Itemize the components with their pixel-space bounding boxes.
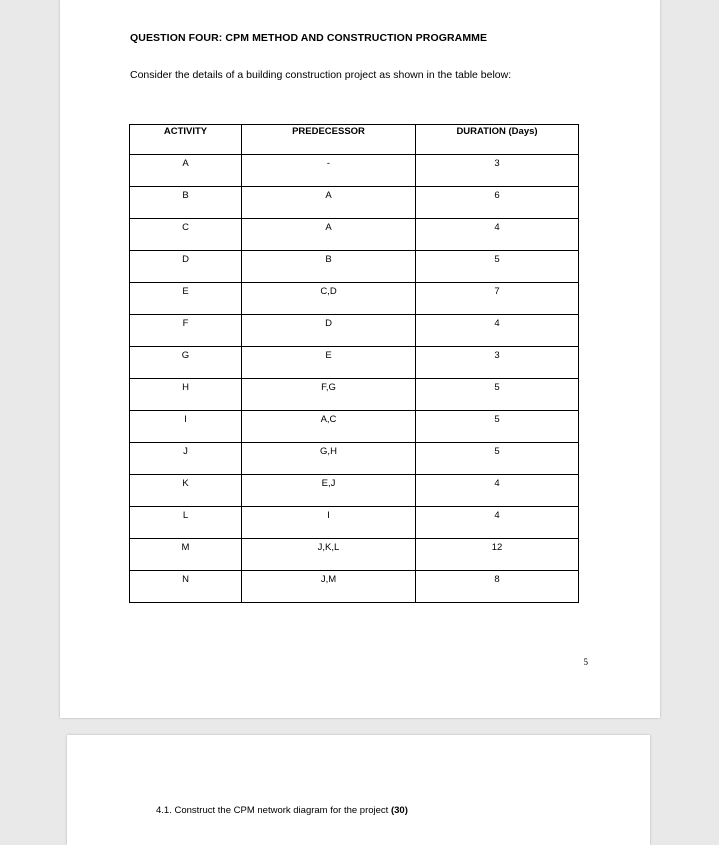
- duration-cell: 7: [416, 283, 579, 315]
- duration-cell: 3: [416, 155, 579, 187]
- header-predecessor: PREDECESSOR: [242, 125, 416, 155]
- predecessor-cell: G,H: [242, 443, 416, 475]
- document-page-1: [60, 0, 660, 718]
- predecessor-cell: I: [242, 507, 416, 539]
- question-heading: QUESTION FOUR: CPM METHOD AND CONSTRUCTION PROGRAMME: [130, 32, 488, 44]
- activity-cell: H: [130, 379, 242, 411]
- table-row: [130, 251, 579, 283]
- activity-cell: C: [130, 219, 242, 251]
- activity-cell: D: [130, 251, 242, 283]
- table-row: [130, 507, 579, 539]
- document-page-2: [67, 735, 650, 845]
- table-row: [130, 283, 579, 315]
- table-row: [130, 539, 579, 571]
- activity-cell: L: [130, 507, 242, 539]
- activity-cell: F: [130, 315, 242, 347]
- predecessor-cell: E: [242, 347, 416, 379]
- activity-table: [129, 124, 579, 603]
- intro-text: Consider the details of a building construction project as shown in the table below:: [130, 69, 512, 81]
- predecessor-cell: C,D: [242, 283, 416, 315]
- activity-cell: N: [130, 571, 242, 603]
- duration-cell: 4: [416, 315, 579, 347]
- duration-cell: 4: [416, 475, 579, 507]
- predecessor-cell: D: [242, 315, 416, 347]
- predecessor-cell: A,C: [242, 411, 416, 443]
- duration-cell: 4: [416, 219, 579, 251]
- activity-cell: J: [130, 443, 242, 475]
- table-row: [130, 155, 579, 187]
- table-row: [130, 347, 579, 379]
- predecessor-cell: A: [242, 187, 416, 219]
- table-row: [130, 443, 579, 475]
- duration-cell: 5: [416, 379, 579, 411]
- question-marks: (30): [390, 805, 408, 816]
- activity-cell: I: [130, 411, 242, 443]
- question-text: 4.1. Construct the CPM network diagram for the project: [156, 805, 391, 816]
- predecessor-cell: -: [242, 155, 416, 187]
- duration-cell: 3: [416, 347, 579, 379]
- duration-cell: 6: [416, 187, 579, 219]
- duration-cell: 12: [416, 539, 579, 571]
- header-activity: ACTIVITY: [130, 125, 242, 155]
- table-body: [130, 155, 579, 603]
- table-header-row: [130, 125, 579, 155]
- predecessor-cell: F,G: [242, 379, 416, 411]
- question-4-1: [156, 805, 408, 816]
- page-number: 5: [583, 657, 588, 667]
- duration-cell: 5: [416, 443, 579, 475]
- predecessor-cell: J,M: [242, 571, 416, 603]
- activity-cell: A: [130, 155, 242, 187]
- duration-cell: 4: [416, 507, 579, 539]
- table-row: [130, 219, 579, 251]
- table-row: [130, 411, 579, 443]
- table-row: [130, 315, 579, 347]
- table-row: [130, 475, 579, 507]
- table-row: [130, 379, 579, 411]
- predecessor-cell: J,K,L: [242, 539, 416, 571]
- table-row: [130, 187, 579, 219]
- activity-cell: K: [130, 475, 242, 507]
- predecessor-cell: A: [242, 219, 416, 251]
- header-duration: DURATION (Days): [416, 125, 579, 155]
- activity-cell: B: [130, 187, 242, 219]
- activity-cell: E: [130, 283, 242, 315]
- duration-cell: 8: [416, 571, 579, 603]
- duration-cell: 5: [416, 411, 579, 443]
- activity-cell: M: [130, 539, 242, 571]
- predecessor-cell: B: [242, 251, 416, 283]
- duration-cell: 5: [416, 251, 579, 283]
- table-row: [130, 571, 579, 603]
- predecessor-cell: E,J: [242, 475, 416, 507]
- activity-cell: G: [130, 347, 242, 379]
